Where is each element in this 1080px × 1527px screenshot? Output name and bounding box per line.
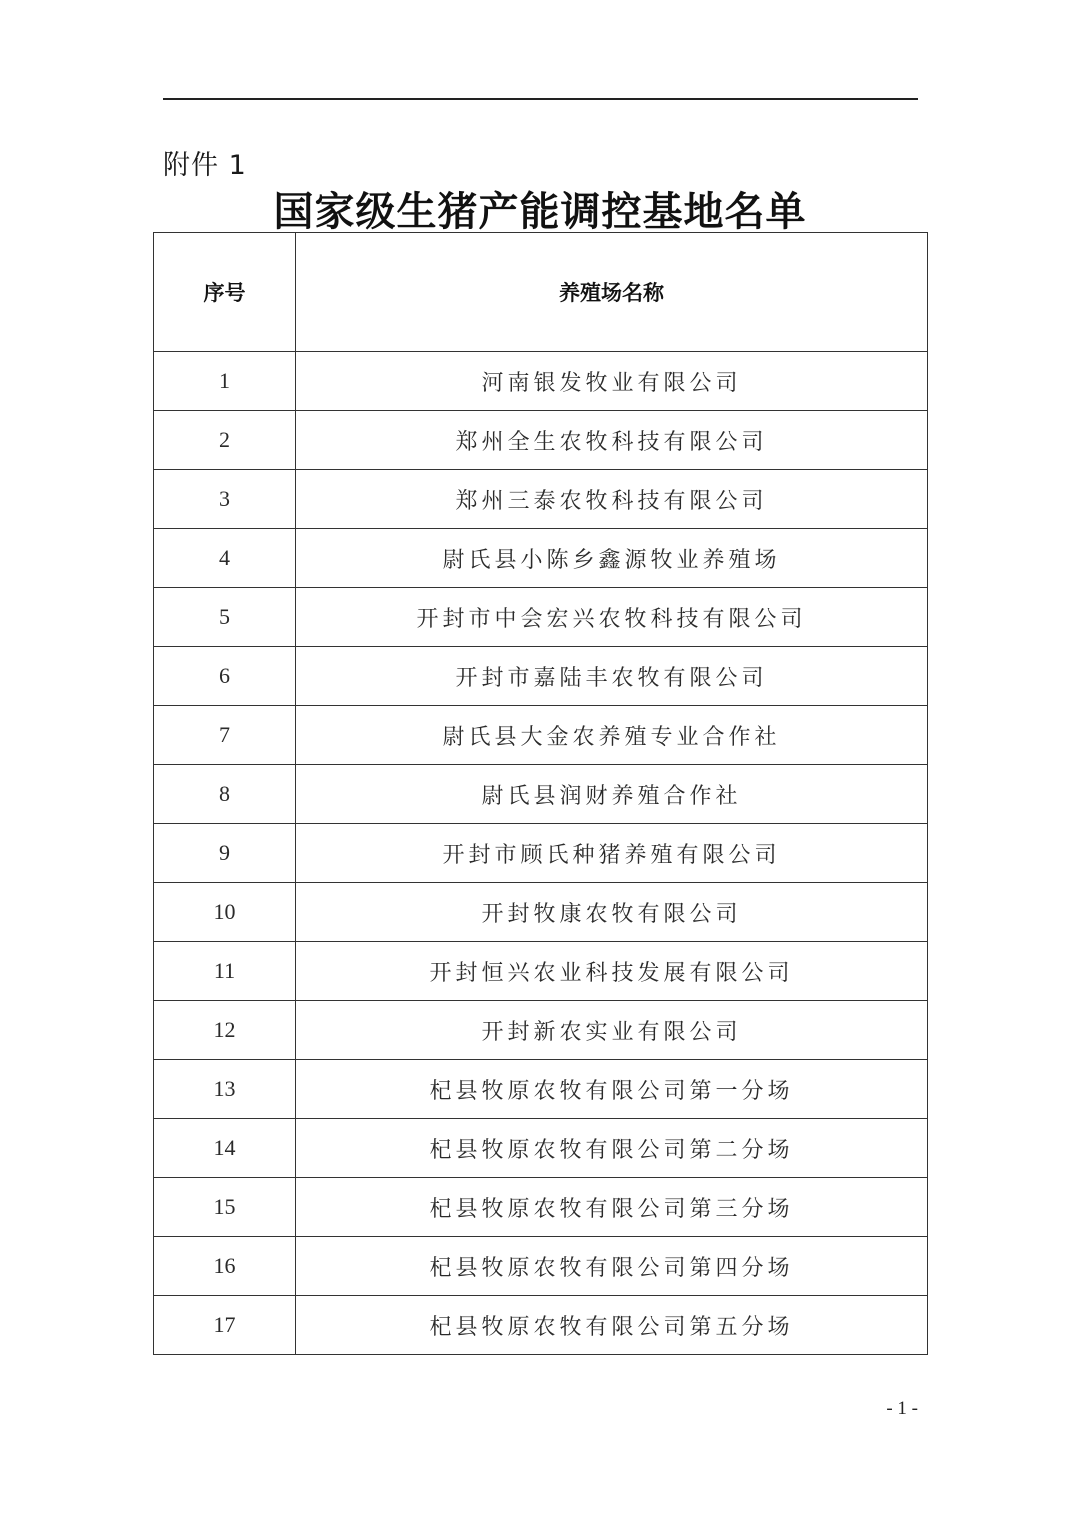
row-index: 11 [154,942,296,1001]
column-header-index: 序号 [154,233,296,352]
table-row [154,824,928,883]
row-index: 9 [154,824,296,883]
attachment-label: 附件 1 [163,150,247,181]
farm-name: 杞县牧原农牧有限公司第三分场 [296,1178,928,1237]
farm-name: 开封市嘉陆丰农牧有限公司 [296,647,928,706]
farm-list-table [153,232,928,1355]
farm-name: 开封市中会宏兴农牧科技有限公司 [296,588,928,647]
table-row [154,1178,928,1237]
table-row [154,588,928,647]
table-row [154,470,928,529]
farm-name: 尉氏县大金农养殖专业合作社 [296,706,928,765]
table-row [154,706,928,765]
table-row [154,1119,928,1178]
table-header-row [154,233,928,352]
row-index: 8 [154,765,296,824]
row-index: 7 [154,706,296,765]
document-title: 国家级生猪产能调控基地名单 [273,189,807,235]
row-index: 14 [154,1119,296,1178]
header-rule [163,98,918,100]
page-number: - 1 - [886,1398,918,1419]
row-index: 12 [154,1001,296,1060]
row-index: 6 [154,647,296,706]
row-index: 13 [154,1060,296,1119]
row-index: 2 [154,411,296,470]
row-index: 3 [154,470,296,529]
table-row [154,765,928,824]
row-index: 16 [154,1237,296,1296]
table-row [154,647,928,706]
table-row [154,883,928,942]
table-row [154,942,928,1001]
table-row [154,529,928,588]
farm-name: 河南银发牧业有限公司 [296,352,928,411]
farm-name: 郑州全生农牧科技有限公司 [296,411,928,470]
table-row [154,1237,928,1296]
row-index: 5 [154,588,296,647]
farm-name: 杞县牧原农牧有限公司第一分场 [296,1060,928,1119]
row-index: 4 [154,529,296,588]
farm-name: 杞县牧原农牧有限公司第五分场 [296,1296,928,1355]
table-row [154,1001,928,1060]
row-index: 1 [154,352,296,411]
table-row [154,352,928,411]
farm-name: 开封牧康农牧有限公司 [296,883,928,942]
farm-name: 开封新农实业有限公司 [296,1001,928,1060]
farm-name: 杞县牧原农牧有限公司第二分场 [296,1119,928,1178]
row-index: 10 [154,883,296,942]
table-row [154,1060,928,1119]
farm-name: 尉氏县润财养殖合作社 [296,765,928,824]
farm-name: 尉氏县小陈乡鑫源牧业养殖场 [296,529,928,588]
column-header-name: 养殖场名称 [296,233,928,352]
farm-name: 杞县牧原农牧有限公司第四分场 [296,1237,928,1296]
table-row [154,1296,928,1355]
farm-name: 开封恒兴农业科技发展有限公司 [296,942,928,1001]
row-index: 17 [154,1296,296,1355]
table-row [154,411,928,470]
row-index: 15 [154,1178,296,1237]
farm-name: 郑州三泰农牧科技有限公司 [296,470,928,529]
farm-name: 开封市顾氏种猪养殖有限公司 [296,824,928,883]
